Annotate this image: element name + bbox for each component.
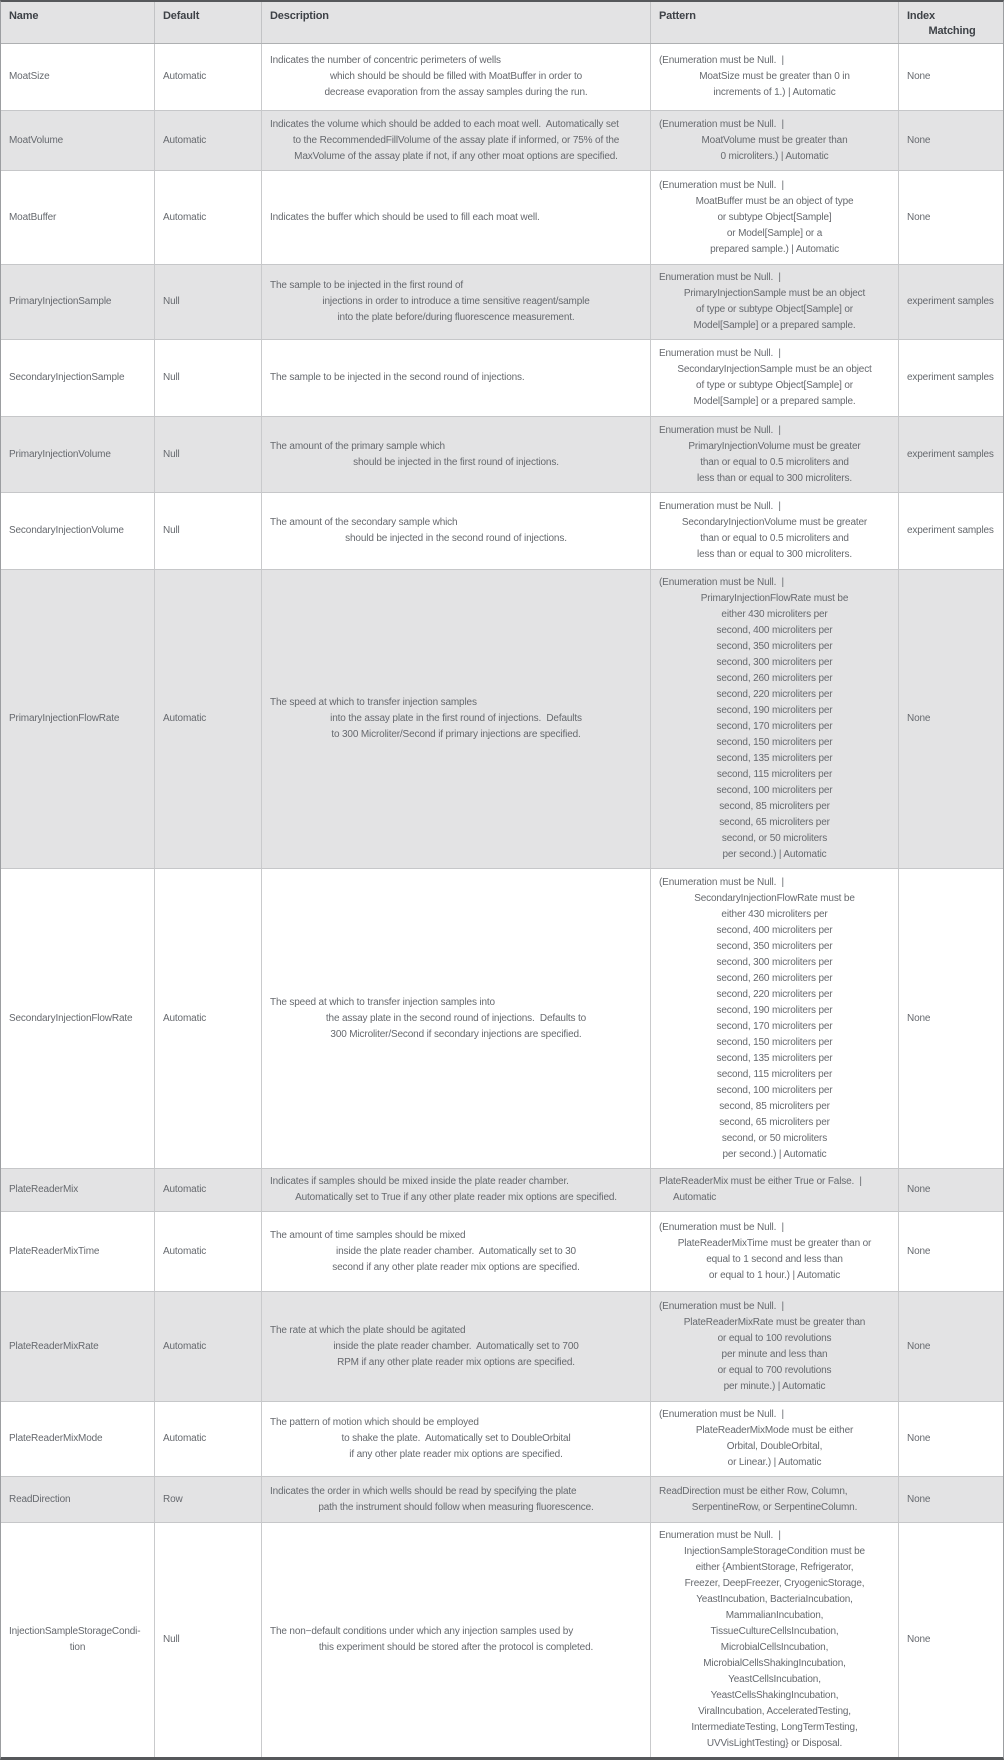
text-line: or equal to 1 hour.) | Automatic xyxy=(708,1269,841,1281)
text-line: PlateReaderMixTime xyxy=(9,1245,100,1257)
text-line: second, or 50 microliters xyxy=(721,1132,828,1144)
text-line: experiment samples xyxy=(907,525,994,536)
text-line: Null xyxy=(163,296,180,307)
text-line: this experiment should be stored after the protocol is completed. xyxy=(318,1642,594,1653)
default-cell xyxy=(155,869,262,1168)
text-line: second, 350 microliters per xyxy=(716,641,833,652)
text-line: tion xyxy=(69,1642,86,1653)
text-line: Model[Sample] or a prepared sample. xyxy=(693,320,856,331)
text-line: of type or subtype Object[Sample] or xyxy=(696,304,853,315)
index-matching-cell xyxy=(899,265,1004,339)
text-line: or equal to 700 revolutions xyxy=(717,1364,832,1376)
text-line: inside the plate reader chamber. Automatically set to 30 xyxy=(336,1245,576,1257)
text-line: decrease evaporation from the assay samples during the run. xyxy=(324,87,588,98)
pattern-cell xyxy=(651,1477,899,1522)
text-line: YeastIncubation, BacteriaIncubation, xyxy=(696,1594,853,1605)
text-line: equal to 1 second and less than xyxy=(706,1253,843,1265)
column-header-label: Pattern xyxy=(659,10,696,22)
text-line: Model[Sample] or a prepared sample. xyxy=(693,396,856,407)
default-cell xyxy=(155,265,262,339)
name-cell xyxy=(1,1292,155,1401)
text-line: into the assay plate in the first round of injections. Defaults xyxy=(330,713,582,724)
text-line: or Linear.) | Automatic xyxy=(727,1457,822,1468)
header-cell-default xyxy=(155,2,262,43)
table-row xyxy=(1,493,1003,570)
text-line: if any other plate reader mix options are specified. xyxy=(349,1449,563,1460)
table-row xyxy=(1,1292,1003,1402)
name-cell xyxy=(1,1169,155,1211)
text-line: The sample to be injected in the first round of xyxy=(270,280,464,291)
table-row xyxy=(1,265,1003,340)
default-cell xyxy=(155,340,262,416)
text-line: second, 150 microliters per xyxy=(716,737,833,748)
text-line: InjectionSampleStorageCondition must be xyxy=(684,1546,865,1557)
text-line: The rate at which the plate should be agitated xyxy=(270,1324,466,1336)
pattern-cell xyxy=(651,171,899,264)
text-line: or Model[Sample] or a xyxy=(726,227,823,239)
pattern-cell xyxy=(651,1212,899,1291)
header-cell-pattern xyxy=(651,2,899,43)
text-line: experiment samples xyxy=(907,296,994,307)
pattern-cell xyxy=(651,417,899,492)
text-line: Automatic xyxy=(163,134,207,146)
text-line: second, 85 microliters per xyxy=(719,801,830,812)
text-line: experiment samples xyxy=(907,372,994,383)
text-line: The sample to be injected in the second round of injections. xyxy=(270,372,525,383)
text-line: SecondaryInjectionVolume must be greater xyxy=(681,517,868,528)
text-line: inside the plate reader chamber. Automatically set to 700 xyxy=(333,1340,579,1352)
default-cell xyxy=(155,1169,262,1211)
text-line: (Enumeration must be Null. | xyxy=(659,118,784,130)
text-line: Automatic xyxy=(163,713,207,724)
text-line: Enumeration must be Null. | xyxy=(659,424,781,436)
description-cell xyxy=(262,1169,651,1211)
index-matching-cell xyxy=(899,171,1004,264)
text-line: Indicates the number of concentric perimeters of wells xyxy=(270,55,501,66)
text-line: (Enumeration must be Null. | xyxy=(659,1409,784,1420)
table-row xyxy=(1,1523,1003,1757)
text-line: PrimaryInjectionVolume xyxy=(9,448,111,460)
text-line: SecondaryInjectionSample must be an object xyxy=(677,364,872,375)
text-line: PlateReaderMixRate must be greater than xyxy=(683,1316,866,1328)
table-row xyxy=(1,111,1003,171)
pattern-cell xyxy=(651,340,899,416)
text-line: Freezer, DeepFreezer, CryogenicStorage, xyxy=(684,1578,865,1589)
column-header-label: Name xyxy=(9,10,39,22)
text-line: to the RecommendedFillVolume of the assay plate if informed, or 75% of the xyxy=(292,134,620,146)
text-line: ReadDirection must be either Row, Column, xyxy=(659,1485,848,1497)
pattern-cell xyxy=(651,1292,899,1401)
text-line: (Enumeration must be Null. | xyxy=(659,1300,784,1312)
text-line: 300 Microliter/Second if secondary injections are specified. xyxy=(330,1028,582,1040)
text-line: MicrobialCellsIncubation, xyxy=(720,1642,829,1653)
text-line: RPM if any other plate reader mix options are specified. xyxy=(337,1356,575,1368)
name-cell xyxy=(1,1477,155,1522)
text-line: should be injected in the second round of injections. xyxy=(345,533,567,544)
text-line: prepared sample.) | Automatic xyxy=(710,243,839,255)
text-line: per minute and less than xyxy=(721,1348,828,1360)
column-header-label: Default xyxy=(163,10,200,22)
text-line: Automatic xyxy=(163,1433,207,1444)
text-line: less than or equal to 300 microliters. xyxy=(697,472,852,484)
name-cell xyxy=(1,493,155,569)
name-cell xyxy=(1,417,155,492)
default-cell xyxy=(155,1292,262,1401)
table-row xyxy=(1,171,1003,265)
text-line: None xyxy=(907,1493,931,1505)
text-line: second, 170 microliters per xyxy=(716,1020,833,1032)
text-line: less than or equal to 300 microliters. xyxy=(697,549,852,560)
description-cell xyxy=(262,44,651,110)
text-line: per second.) | Automatic xyxy=(722,849,827,860)
text-line: path the instrument should follow when measuring fluorescence. xyxy=(318,1501,594,1513)
text-line: MoatSize must be greater than 0 in xyxy=(699,71,850,82)
text-line: second, 190 microliters per xyxy=(716,705,833,716)
text-line: Enumeration must be Null. | xyxy=(659,348,781,359)
text-line: second, 190 microliters per xyxy=(716,1004,833,1016)
name-cell xyxy=(1,570,155,868)
text-line: or subtype Object[Sample] xyxy=(717,211,832,223)
text-line: TissueCultureCellsIncubation, xyxy=(710,1626,839,1637)
default-cell xyxy=(155,111,262,170)
text-line: Automatic xyxy=(163,1340,207,1352)
pattern-cell xyxy=(651,1523,899,1757)
text-line: experiment samples xyxy=(907,448,994,460)
text-line: Null xyxy=(163,1634,180,1645)
text-line: second, 300 microliters per xyxy=(716,657,833,668)
text-line: MoatVolume xyxy=(9,134,64,146)
text-line: None xyxy=(907,1433,931,1444)
text-line: second, 260 microliters per xyxy=(716,673,833,684)
text-line: MoatBuffer xyxy=(9,211,57,223)
default-cell xyxy=(155,1477,262,1522)
pattern-cell xyxy=(651,869,899,1168)
column-header-label: Description xyxy=(270,10,329,22)
text-line: Automatic xyxy=(163,1184,207,1195)
text-line: Enumeration must be Null. | xyxy=(659,272,781,283)
column-header-label: Matching xyxy=(928,25,976,37)
text-line: Indicates the volume which should be added to each moat well. Automatically set xyxy=(270,118,619,130)
text-line: The amount of the secondary sample which xyxy=(270,517,458,528)
text-line: SecondaryInjectionFlowRate must be xyxy=(694,892,855,904)
text-line: per minute.) | Automatic xyxy=(723,1380,826,1392)
text-line: ReadDirection xyxy=(9,1493,71,1505)
text-line: second, 135 microliters per xyxy=(716,753,833,764)
text-line: The speed at which to transfer injection samples into xyxy=(270,996,495,1008)
text-line: PrimaryInjectionFlowRate xyxy=(9,713,120,724)
text-line: Enumeration must be Null. | xyxy=(659,1530,781,1541)
text-line: UVVisLightTesting} or Disposal. xyxy=(706,1738,843,1749)
text-line: Orbital, DoubleOrbital, xyxy=(726,1441,823,1452)
table-row xyxy=(1,1169,1003,1212)
text-line: None xyxy=(907,134,931,146)
text-line: to shake the plate. Automatically set to DoubleOrbital xyxy=(341,1433,571,1444)
text-line: second, or 50 microliters xyxy=(721,833,828,844)
index-matching-cell xyxy=(899,1212,1004,1291)
text-line: PrimaryInjectionFlowRate must be xyxy=(700,593,849,604)
text-line: None xyxy=(907,713,931,724)
default-cell xyxy=(155,1402,262,1476)
pattern-cell xyxy=(651,44,899,110)
text-line: Automatic xyxy=(163,1245,207,1257)
name-cell xyxy=(1,869,155,1168)
text-line: second, 100 microliters per xyxy=(716,785,833,796)
table-row xyxy=(1,1212,1003,1292)
text-line: second, 220 microliters per xyxy=(716,988,833,1000)
text-line: MoatVolume must be greater than xyxy=(701,134,848,146)
text-line: PlateReaderMixTime must be greater than or xyxy=(677,1237,872,1249)
default-cell xyxy=(155,1523,262,1757)
header-cell-index-matching xyxy=(899,2,1004,43)
description-cell xyxy=(262,265,651,339)
text-line: than or equal to 0.5 microliters and xyxy=(700,533,849,544)
default-cell xyxy=(155,44,262,110)
text-line: second, 260 microliters per xyxy=(716,972,833,984)
text-line: YeastCellsIncubation, xyxy=(728,1674,821,1685)
text-line: None xyxy=(907,1184,931,1195)
text-line: either {AmbientStorage, Refrigerator, xyxy=(695,1562,854,1573)
text-line: per second.) | Automatic xyxy=(722,1148,827,1160)
text-line: the assay plate in the second round of injections. Defaults to xyxy=(325,1012,587,1024)
text-line: Enumeration must be Null. | xyxy=(659,501,781,512)
text-line: second, 65 microliters per xyxy=(719,817,830,828)
index-matching-cell xyxy=(899,869,1004,1168)
text-line: second, 400 microliters per xyxy=(716,924,833,936)
text-line: (Enumeration must be Null. | xyxy=(659,179,784,191)
text-line: PrimaryInjectionSample must be an object xyxy=(683,288,866,299)
text-line: second, 65 microliters per xyxy=(719,1116,830,1128)
text-line: (Enumeration must be Null. | xyxy=(659,55,784,66)
text-line: (Enumeration must be Null. | xyxy=(659,577,784,588)
pattern-cell xyxy=(651,493,899,569)
table-row xyxy=(1,44,1003,111)
text-line: Indicates the buffer which should be used to fill each moat well. xyxy=(270,211,540,223)
index-matching-cell xyxy=(899,1402,1004,1476)
text-line: PrimaryInjectionVolume must be greater xyxy=(688,440,861,452)
default-cell xyxy=(155,417,262,492)
text-line: 0 microliters.) | Automatic xyxy=(720,150,829,162)
text-line: into the plate before/during fluorescence measurement. xyxy=(337,312,575,323)
text-line: Automatic xyxy=(163,211,207,223)
text-line: MicrobialCellsShakingIncubation, xyxy=(703,1658,846,1669)
description-cell xyxy=(262,493,651,569)
text-line: Null xyxy=(163,448,180,460)
text-line: The amount of the primary sample which xyxy=(270,440,445,452)
default-cell xyxy=(155,570,262,868)
text-line: either 430 microliters per xyxy=(721,609,828,620)
table-row xyxy=(1,570,1003,869)
text-line: SecondaryInjectionVolume xyxy=(9,525,124,536)
text-line: should be injected in the first round of injections. xyxy=(353,456,559,468)
pattern-cell xyxy=(651,111,899,170)
text-line: The pattern of motion which should be employed xyxy=(270,1417,479,1428)
header-cell-name xyxy=(1,2,155,43)
index-matching-cell xyxy=(899,417,1004,492)
text-line: injections in order to introduce a time sensitive reagent/sample xyxy=(322,296,590,307)
text-line: MaxVolume of the assay plate if not, if any other moat options are specified. xyxy=(294,150,618,162)
name-cell xyxy=(1,171,155,264)
text-line: second, 220 microliters per xyxy=(716,689,833,700)
description-cell xyxy=(262,340,651,416)
text-line: Automatic xyxy=(163,1012,207,1024)
name-cell xyxy=(1,111,155,170)
text-line: MammalianIncubation, xyxy=(725,1610,824,1621)
text-line: SecondaryInjectionSample xyxy=(9,372,125,383)
text-line: than or equal to 0.5 microliters and xyxy=(700,456,849,468)
index-matching-cell xyxy=(899,340,1004,416)
text-line: None xyxy=(907,1245,931,1257)
description-cell xyxy=(262,1292,651,1401)
text-line: either 430 microliters per xyxy=(721,908,828,920)
text-line: Null xyxy=(163,372,180,383)
header-cell-description xyxy=(262,2,651,43)
text-line: or equal to 100 revolutions xyxy=(717,1332,832,1344)
table-header-row xyxy=(1,2,1003,44)
description-cell xyxy=(262,1402,651,1476)
text-line: Automatically set to True if any other plate reader mix options are specified. xyxy=(295,1192,617,1203)
text-line: second, 135 microliters per xyxy=(716,1052,833,1064)
description-cell xyxy=(262,111,651,170)
text-line: second if any other plate reader mix options are specified. xyxy=(332,1261,580,1273)
index-matching-cell xyxy=(899,493,1004,569)
name-cell xyxy=(1,1523,155,1757)
text-line: second, 115 microliters per xyxy=(716,769,833,780)
text-line: PlateReaderMix must be either True or False. | xyxy=(659,1176,862,1187)
column-header-label: Index xyxy=(907,10,935,22)
pattern-cell xyxy=(651,265,899,339)
text-line: None xyxy=(907,71,931,82)
text-line: (Enumeration must be Null. | xyxy=(659,876,784,888)
index-matching-cell xyxy=(899,1169,1004,1211)
index-matching-cell xyxy=(899,1477,1004,1522)
description-cell xyxy=(262,869,651,1168)
description-cell xyxy=(262,417,651,492)
text-line: of type or subtype Object[Sample] or xyxy=(696,380,853,391)
name-cell xyxy=(1,1402,155,1476)
description-cell xyxy=(262,1212,651,1291)
text-line: The non−default conditions under which any injection samples used by xyxy=(270,1626,574,1637)
pattern-cell xyxy=(651,570,899,868)
text-line: None xyxy=(907,1012,931,1024)
text-line: PlateReaderMixRate xyxy=(9,1340,99,1352)
description-cell xyxy=(262,171,651,264)
text-line: Indicates if samples should be mixed inside the plate reader chamber. xyxy=(270,1176,569,1187)
text-line: InjectionSampleStorageCondi- xyxy=(9,1626,141,1637)
description-cell xyxy=(262,570,651,868)
text-line: MoatBuffer must be an object of type xyxy=(695,195,854,207)
text-line: None xyxy=(907,211,931,223)
text-line: Row xyxy=(163,1493,183,1505)
index-matching-cell xyxy=(899,1523,1004,1757)
text-line: PlateReaderMixMode must be either xyxy=(695,1425,854,1436)
text-line: which should be should be filled with MoatBuffer in order to xyxy=(329,71,583,82)
default-cell xyxy=(155,1212,262,1291)
description-cell xyxy=(262,1523,651,1757)
table-row xyxy=(1,417,1003,493)
text-line: ViralIncubation, AcceleratedTesting, xyxy=(698,1706,851,1717)
text-line: second, 150 microliters per xyxy=(716,1036,833,1048)
text-line: None xyxy=(907,1340,931,1352)
text-line: IntermediateTesting, LongTermTesting, xyxy=(691,1722,858,1733)
text-line: YeastCellsShakingIncubation, xyxy=(710,1690,839,1701)
text-line: PlateReaderMix xyxy=(9,1184,79,1195)
table-body xyxy=(1,44,1003,1757)
text-line: second, 400 microliters per xyxy=(716,625,833,636)
description-cell xyxy=(262,1477,651,1522)
text-line: to 300 Microliter/Second if primary injections are specified. xyxy=(331,729,581,740)
text-line: second, 350 microliters per xyxy=(716,940,833,952)
text-line: Indicates the order in which wells should be read by specifying the plate xyxy=(270,1485,577,1497)
text-line: Null xyxy=(163,525,180,536)
index-matching-cell xyxy=(899,111,1004,170)
text-line: None xyxy=(907,1634,931,1645)
name-cell xyxy=(1,44,155,110)
text-line: second, 100 microliters per xyxy=(716,1084,833,1096)
text-line: second, 170 microliters per xyxy=(716,721,833,732)
table-row xyxy=(1,869,1003,1169)
default-cell xyxy=(155,493,262,569)
text-line: MoatSize xyxy=(9,71,50,82)
table-row xyxy=(1,1477,1003,1523)
text-line: SerpentineRow, or SerpentineColumn. xyxy=(691,1501,858,1513)
text-line: increments of 1.) | Automatic xyxy=(713,87,836,98)
name-cell xyxy=(1,265,155,339)
text-line: PrimaryInjectionSample xyxy=(9,296,112,307)
text-line: (Enumeration must be Null. | xyxy=(659,1221,784,1233)
index-matching-cell xyxy=(899,570,1004,868)
name-cell xyxy=(1,1212,155,1291)
table-row xyxy=(1,340,1003,417)
text-line: The speed at which to transfer injection samples xyxy=(270,697,477,708)
default-cell xyxy=(155,171,262,264)
text-line: second, 115 microliters per xyxy=(716,1068,833,1080)
pattern-cell xyxy=(651,1169,899,1211)
text-line: PlateReaderMixMode xyxy=(9,1433,103,1444)
text-line: Automatic xyxy=(163,71,207,82)
text-line: The amount of time samples should be mixed xyxy=(270,1229,466,1241)
pattern-cell xyxy=(651,1402,899,1476)
text-line: second, 85 microliters per xyxy=(719,1100,830,1112)
index-matching-cell xyxy=(899,44,1004,110)
text-line: SecondaryInjectionFlowRate xyxy=(9,1012,133,1024)
table-row xyxy=(1,1402,1003,1477)
name-cell xyxy=(1,340,155,416)
text-line: Automatic xyxy=(673,1192,717,1203)
text-line: second, 300 microliters per xyxy=(716,956,833,968)
index-matching-cell xyxy=(899,1292,1004,1401)
